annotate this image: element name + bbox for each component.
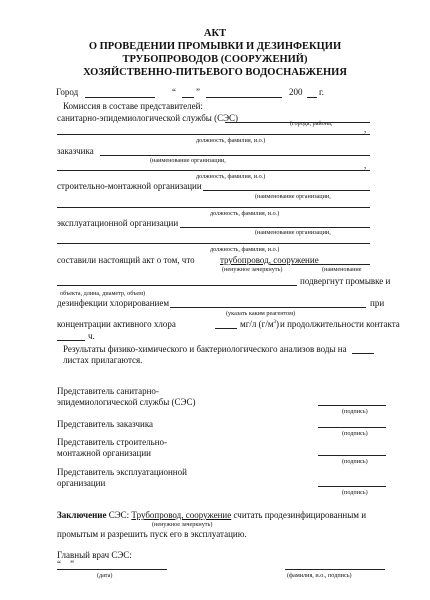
flushing-text: подвергнут промывке и <box>300 276 391 286</box>
sign-line-1 <box>318 405 386 406</box>
chlorine-text: концентрации активного хлора <box>57 319 176 329</box>
sign-hint-2: (подпись) <box>342 430 368 437</box>
sign-hint-4: (подпись) <box>342 489 368 496</box>
sign-line-3 <box>318 455 386 456</box>
title-line-2: О ПРОВЕДЕНИИ ПРОМЫВКИ И ДЕЗИНФЕКЦИИ <box>88 41 342 52</box>
rep-customer: Представитель заказчика <box>57 419 154 429</box>
sanepid-hint: (города, района, <box>290 120 333 127</box>
conclusion-label: Заключение <box>57 510 107 520</box>
year-suffix: г. <box>319 87 324 97</box>
comma-2: , <box>364 160 367 170</box>
sign-hint-3: (подпись) <box>342 458 368 465</box>
rep-construction-1: Представитель строительно- <box>57 437 168 447</box>
position-hint-3: должность, фамилия, и.о.) <box>210 210 280 217</box>
hours-text: ч. <box>88 331 95 341</box>
month-blank <box>206 97 282 98</box>
reagent-hint: (указать каким реагентом) <box>226 310 296 317</box>
at-text: при <box>370 298 385 308</box>
conclusion-line-2: промытым и разрешить пуск его в эксплуатацию. <box>57 529 247 539</box>
quote-close: ” <box>196 87 200 97</box>
date-hint: (дата) <box>97 572 113 579</box>
year-prefix: 200 <box>289 87 303 97</box>
rep-sanepid-1: Представитель санитарно- <box>57 386 159 396</box>
position-hint-4: должность, фамилия, и.о.) <box>210 246 280 253</box>
commission-intro: Комиссия в составе представителей: <box>63 101 203 111</box>
sheets-blank <box>352 353 374 354</box>
construction-label: строительно-монтажной организации <box>57 181 202 191</box>
date-line <box>57 569 167 570</box>
position-hint-1: должность, фамилия, и.о.) <box>196 137 266 144</box>
pipeline-blank <box>292 264 370 265</box>
footer-quote-close: ” <box>70 559 74 569</box>
chief-sign-line <box>285 569 385 570</box>
contact-duration: и продолжительности контакта <box>280 319 400 329</box>
construction-blank <box>203 190 370 191</box>
sanepid-label: санитарно-эпидемиологической службы (СЭС) <box>57 113 239 123</box>
year-blank <box>307 97 317 98</box>
operating-blank <box>180 227 370 228</box>
strike-hint-2: (ненужное зачеркнуть) <box>152 521 213 528</box>
object-hint: объекта, длина, диаметр, объем) <box>60 290 146 297</box>
conclusion-rest: считать продезинфицированным и <box>233 510 367 520</box>
name-hint: (наименование <box>322 266 362 273</box>
compiled-text: составили настоящий акт о том, что <box>57 255 195 265</box>
chlorine-unit-sup: 3 <box>273 320 277 325</box>
rep-operating-1: Представитель эксплуатационной <box>57 467 187 477</box>
customer-label: заказчика <box>57 146 94 156</box>
city-blank <box>85 97 155 98</box>
city-label: Город <box>56 87 79 97</box>
construction-blank-2 <box>57 207 370 208</box>
operating-blank-2 <box>57 243 370 244</box>
rep-operating-2: организации <box>57 478 106 488</box>
sign-line-2 <box>318 427 386 428</box>
disinfection-text: дезинфекции хлорированием <box>57 298 170 308</box>
object-blank <box>57 285 297 286</box>
sign-line-4 <box>318 486 386 487</box>
sheets-text: листах прилагаются. <box>63 355 143 365</box>
chief-sign-hint: (фамилия, и.о., подпись) <box>287 572 352 579</box>
chlorine-unit <box>240 319 279 329</box>
day-blank <box>182 97 194 98</box>
title-line-4: ХОЗЯЙСТВЕННО-ПИТЬЕВОГО ВОДОСНАБЖЕНИЯ <box>83 67 347 78</box>
chlorine-unit-close: ) <box>276 319 280 329</box>
hours-blank <box>57 340 85 341</box>
pipeline-structure: трубопровод, сооружение <box>220 255 319 265</box>
chief-doctor: Главный врач СЭС: <box>57 550 132 560</box>
reagent-blank <box>170 307 366 308</box>
chlorine-unit-text: мг/л (г/м <box>240 319 274 329</box>
position-hint-2: должность, фамилия, и.о.) <box>196 173 266 180</box>
quote-open: “ <box>172 87 176 97</box>
conclusion-pipeline: Трубопровод, сооружение <box>131 510 232 520</box>
construction-hint: (наименование организации, <box>255 193 331 200</box>
conclusion-line-1 <box>57 510 366 520</box>
results-text: Результаты физико-химического и бактериологического анализов воды на <box>63 344 347 354</box>
customer-blank-2 <box>57 170 370 171</box>
operating-hint: (наименование организации, <box>255 229 331 236</box>
sanepid-blank-2 <box>57 134 370 135</box>
operating-label: эксплуатационной организации <box>57 218 179 228</box>
sign-hint-1: (подпись) <box>342 408 368 415</box>
footer-quote-open: “ <box>57 559 61 569</box>
customer-hint: (наименование организации, <box>150 157 226 164</box>
comma-1: , <box>364 124 367 134</box>
rep-construction-2: монтажной организации <box>57 448 151 458</box>
title-line-1: АКТ <box>203 28 227 39</box>
strike-hint-1: (ненужное зачеркнуть) <box>222 266 283 273</box>
title-line-3: ТРУБОПРОВОДОВ (СООРУЖЕНИЙ) <box>122 54 308 65</box>
rep-sanepid-2: эпидемиологической службы (СЭС) <box>57 397 196 407</box>
conclusion-ses: СЭС: <box>108 510 130 520</box>
customer-blank <box>100 155 370 156</box>
chlorine-blank <box>215 328 237 329</box>
